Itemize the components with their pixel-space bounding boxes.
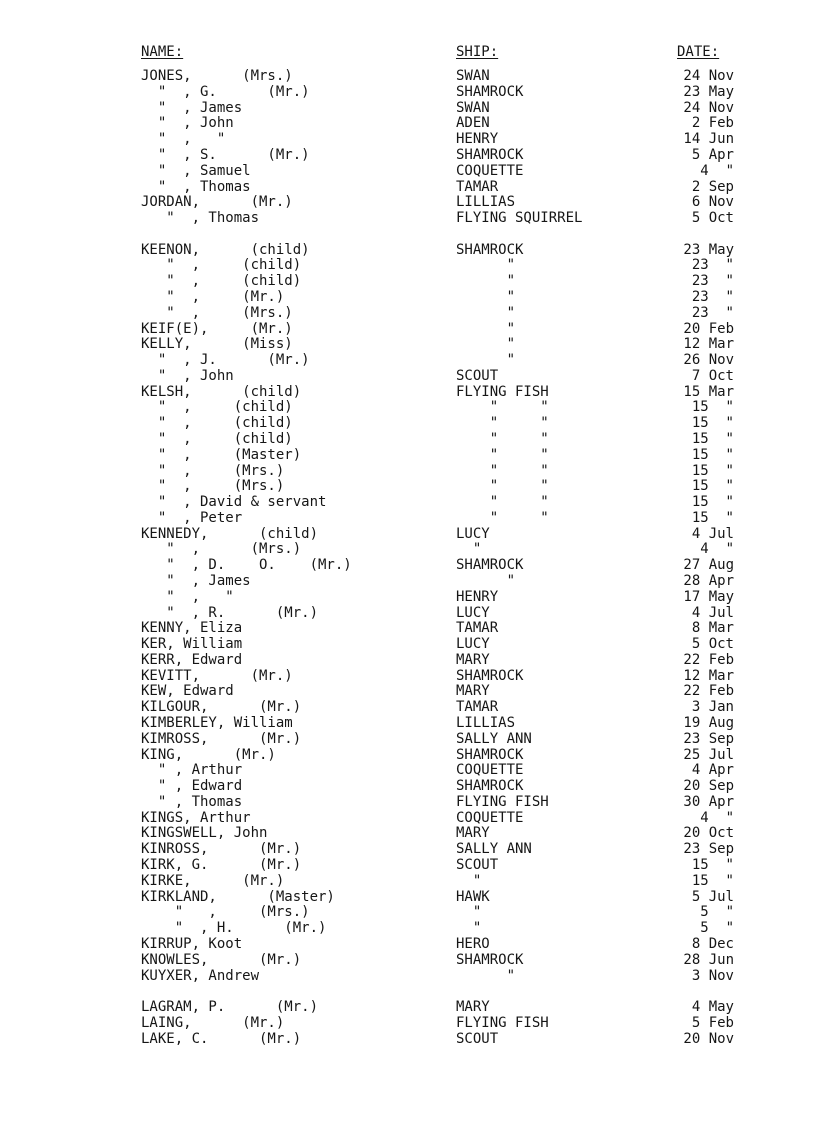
- entry-date: 23 ": [691, 288, 734, 305]
- list-item: [0, 447, 816, 463]
- list-item: [0, 952, 816, 968]
- entry-ship: ": [456, 920, 482, 937]
- entry-date: 5 Oct: [691, 636, 734, 653]
- entry-date: 27 Aug: [683, 557, 734, 574]
- entry-ship: MARY: [456, 999, 490, 1015]
- entry-name: " , H. (Mr.): [141, 920, 327, 937]
- list-item: [0, 1015, 816, 1031]
- entry-ship: SCOUT: [456, 367, 499, 384]
- entry-date: 3 Nov: [691, 967, 734, 984]
- list-item: [0, 384, 816, 400]
- entry-name: " , (Mr.): [141, 288, 285, 305]
- entry-date: 4 Jul: [691, 604, 734, 621]
- entry-date: 7 Oct: [691, 367, 734, 384]
- list-item: [0, 668, 816, 684]
- entry-name: " , Samuel: [141, 162, 251, 179]
- entry-date: 12 Mar: [683, 667, 734, 684]
- entry-ship: ": [456, 288, 516, 305]
- list-item: [0, 321, 816, 337]
- entry-date: 23 May: [683, 241, 734, 258]
- list-item: [0, 652, 816, 668]
- entry-date: 24 Nov: [683, 68, 734, 84]
- list-item: [0, 147, 816, 163]
- list-item: [0, 636, 816, 652]
- list-item: [0, 463, 816, 479]
- entry-ship: " ": [456, 399, 549, 416]
- entry-date: 20 Sep: [683, 778, 734, 795]
- entry-date: 23 Sep: [683, 841, 734, 858]
- list-item: [0, 194, 816, 210]
- entry-ship: MARY: [456, 651, 490, 668]
- list-item: [0, 747, 816, 763]
- list-item: [0, 810, 816, 826]
- entry-date: 15 ": [691, 494, 734, 511]
- entry-date: 22 Feb: [683, 683, 734, 700]
- list-item: [0, 936, 816, 952]
- entry-date: 24 Nov: [683, 99, 734, 116]
- entry-date: 2 Sep: [691, 178, 734, 195]
- entry-date: 20 Feb: [683, 320, 734, 337]
- header-name: NAME:: [141, 44, 184, 60]
- entry-date: 15 ": [691, 446, 734, 463]
- entry-date: 15 ": [691, 415, 734, 432]
- entry-date: 12 Mar: [683, 336, 734, 353]
- list-item: [0, 557, 816, 573]
- list-item: [0, 778, 816, 794]
- list-item: [0, 289, 816, 305]
- entry-date: 4 Apr: [691, 762, 734, 779]
- entry-ship: ": [456, 304, 516, 321]
- list-item: [0, 841, 816, 857]
- entry-ship: FLYING FISH: [456, 1014, 549, 1031]
- entry-date: 19 Aug: [683, 715, 734, 731]
- list-item: [0, 336, 816, 352]
- list-item: [0, 1031, 816, 1047]
- list-item: [0, 131, 816, 147]
- list-item: [0, 904, 816, 920]
- header-ship: SHIP:: [456, 44, 499, 60]
- entry-name: " , James: [141, 573, 251, 589]
- entry-name: " , ": [141, 131, 226, 148]
- entry-ship: " ": [456, 462, 549, 479]
- entry-date: 5 Jul: [691, 888, 734, 905]
- entry-date: 2 Feb: [691, 115, 734, 132]
- entry-ship: COQUETTE: [456, 809, 524, 826]
- list-item: [0, 431, 816, 447]
- entry-ship: MARY: [456, 683, 490, 700]
- list-item: [0, 273, 816, 289]
- entry-ship: " ": [456, 446, 549, 463]
- entry-date: 20 Nov: [683, 1030, 734, 1047]
- entry-date: 14 Jun: [683, 131, 734, 148]
- entry-date: 26 Nov: [683, 352, 734, 368]
- entry-date: 15 ": [691, 430, 734, 447]
- entry-name: KEENON, (child): [141, 241, 310, 258]
- list-item: [0, 573, 816, 589]
- entry-name: " , Peter: [141, 509, 243, 526]
- entry-ship: ": [456, 257, 516, 274]
- entry-ship: SALLY ANN: [456, 730, 532, 747]
- list-item: [0, 68, 816, 84]
- entry-date: 30 Apr: [683, 793, 734, 810]
- entry-name: " , Thomas: [141, 210, 260, 226]
- entry-date: 5 ": [700, 904, 734, 921]
- entry-name: KINGS, Arthur: [141, 809, 251, 826]
- entry-name: LAKE, C. (Mr.): [141, 1030, 302, 1047]
- entry-name: " , (Mrs.): [141, 904, 310, 921]
- entry-name: " , (child): [141, 399, 293, 416]
- entry-ship: SCOUT: [456, 1030, 499, 1047]
- entry-ship: TAMAR: [456, 178, 499, 195]
- entry-ship: ": [456, 967, 516, 984]
- entry-name: " , (Mrs.): [141, 304, 293, 321]
- entry-name: " , David & servant: [141, 494, 327, 511]
- entry-date: 23 Sep: [683, 730, 734, 747]
- entry-name: KINGSWELL, John: [141, 825, 268, 842]
- list-item: [0, 526, 816, 542]
- entry-name: " , R. (Mr.): [141, 604, 319, 621]
- entry-ship: SHAMROCK: [456, 951, 524, 968]
- entry-ship: LUCY: [456, 636, 490, 653]
- entry-ship: ": [456, 273, 516, 290]
- entry-name: KELSH, (child): [141, 383, 302, 400]
- entry-ship: SALLY ANN: [456, 841, 532, 858]
- entry-ship: FLYING FISH: [456, 793, 549, 810]
- entry-date: 4 ": [700, 541, 734, 558]
- entry-ship: SWAN: [456, 68, 490, 84]
- list-item: [0, 352, 816, 368]
- entry-ship: " ": [456, 478, 549, 495]
- entry-name: " , (Mrs.): [141, 478, 285, 495]
- list-item: [0, 257, 816, 273]
- entry-name: LAGRAM, P. (Mr.): [141, 999, 319, 1015]
- entry-ship: LILLIAS: [456, 715, 516, 731]
- list-item: [0, 731, 816, 747]
- entry-ship: " ": [456, 430, 549, 447]
- entry-ship: COQUETTE: [456, 162, 524, 179]
- entry-name: " , (Master): [141, 446, 302, 463]
- entry-date: 15 ": [691, 399, 734, 416]
- list-item: [0, 84, 816, 100]
- list-item: [0, 715, 816, 731]
- list-item: [0, 494, 816, 510]
- list-item: [0, 683, 816, 699]
- entry-date: 15 ": [691, 462, 734, 479]
- list-item: [0, 179, 816, 195]
- entry-ship: SHAMROCK: [456, 83, 524, 100]
- entry-name: KER, William: [141, 636, 243, 653]
- list-item: [0, 857, 816, 873]
- entry-ship: SHAMROCK: [456, 667, 524, 684]
- entry-name: " , Arthur: [141, 762, 243, 779]
- entry-ship: " ": [456, 509, 549, 526]
- entry-ship: LUCY: [456, 604, 490, 621]
- list-item: [0, 605, 816, 621]
- entry-ship: TAMAR: [456, 620, 499, 637]
- entry-date: 28 Apr: [683, 573, 734, 589]
- entry-name: KIRRUP, Koot: [141, 935, 243, 952]
- list-item: [0, 794, 816, 810]
- list-item: [0, 699, 816, 715]
- list-item: [0, 100, 816, 116]
- entry-ship: SHAMROCK: [456, 146, 524, 163]
- entry-name: KENNY, Eliza: [141, 620, 243, 637]
- entry-name: " , (child): [141, 430, 293, 447]
- entry-date: 17 May: [683, 588, 734, 605]
- entry-ship: SHAMROCK: [456, 557, 524, 574]
- entry-ship: SHAMROCK: [456, 241, 524, 258]
- list-item: [0, 620, 816, 636]
- entry-ship: COQUETTE: [456, 762, 524, 779]
- entry-name: KEVITT, (Mr.): [141, 667, 293, 684]
- entry-ship: ": [456, 352, 516, 368]
- entry-date: 22 Feb: [683, 651, 734, 668]
- entry-ship: ": [456, 573, 516, 589]
- entry-name: " , (child): [141, 273, 302, 290]
- entry-ship: LUCY: [456, 525, 490, 542]
- entry-date: 5 Oct: [691, 210, 734, 226]
- entry-ship: HAWK: [456, 888, 490, 905]
- entry-name: KINROSS, (Mr.): [141, 841, 302, 858]
- entry-ship: MARY: [456, 825, 490, 842]
- entry-ship: ": [456, 541, 482, 558]
- list-item: [0, 589, 816, 605]
- entry-date: 15 ": [691, 857, 734, 873]
- entry-date: 4 May: [691, 999, 734, 1015]
- entry-name: KIRKLAND, (Master): [141, 888, 335, 905]
- entry-date: 8 Mar: [691, 620, 734, 637]
- entry-name: KENNEDY, (child): [141, 525, 319, 542]
- list-item: [0, 541, 816, 557]
- entry-date: 5 ": [700, 920, 734, 937]
- entry-name: JORDAN, (Mr.): [141, 194, 293, 211]
- entry-name: LAING, (Mr.): [141, 1014, 285, 1031]
- entry-name: " , S. (Mr.): [141, 146, 310, 163]
- entry-date: 4 Jul: [691, 525, 734, 542]
- entry-name: " , John: [141, 367, 234, 384]
- list-item: [0, 399, 816, 415]
- list-item: [0, 305, 816, 321]
- header-date: DATE:: [677, 44, 720, 60]
- entry-date: 15 ": [691, 872, 734, 889]
- entry-name: KIMBERLEY, William: [141, 715, 293, 731]
- list-item: [0, 210, 816, 226]
- list-item: [0, 762, 816, 778]
- entry-name: KUYXER, Andrew: [141, 967, 260, 984]
- entry-name: KELLY, (Miss): [141, 336, 293, 353]
- entry-name: " , Thomas: [141, 178, 251, 195]
- entry-name: " , G. (Mr.): [141, 83, 310, 100]
- entry-ship: HENRY: [456, 588, 499, 605]
- entry-name: " , (child): [141, 415, 293, 432]
- entry-name: KEIF(E), (Mr.): [141, 320, 293, 337]
- entry-name: KIRKE, (Mr.): [141, 872, 285, 889]
- entry-date: 3 Jan: [691, 699, 734, 716]
- entry-ship: TAMAR: [456, 699, 499, 716]
- entry-name: " , James: [141, 99, 243, 116]
- entry-name: KNOWLES, (Mr.): [141, 951, 302, 968]
- entry-date: 4 ": [700, 162, 734, 179]
- entry-ship: SHAMROCK: [456, 746, 524, 763]
- list-item: [0, 163, 816, 179]
- entry-date: 4 ": [700, 809, 734, 826]
- list-item: [0, 415, 816, 431]
- entry-ship: SHAMROCK: [456, 778, 524, 795]
- entry-ship: ": [456, 320, 516, 337]
- entry-date: 5 Feb: [691, 1014, 734, 1031]
- entry-name: KING, (Mr.): [141, 746, 276, 763]
- list-item: [0, 368, 816, 384]
- entry-ship: FLYING FISH: [456, 383, 549, 400]
- entry-date: 23 May: [683, 83, 734, 100]
- entry-ship: ": [456, 904, 482, 921]
- list-item: [0, 242, 816, 258]
- entry-ship: SWAN: [456, 99, 490, 116]
- entry-ship: HENRY: [456, 131, 499, 148]
- entry-name: " , ": [141, 588, 234, 605]
- entry-name: " , (Mrs.): [141, 541, 302, 558]
- entry-name: " , D. O. (Mr.): [141, 557, 352, 574]
- list-item: [0, 999, 816, 1015]
- entry-name: " , Thomas: [141, 793, 243, 810]
- entry-date: 28 Jun: [683, 951, 734, 968]
- list-item: [0, 920, 816, 936]
- entry-date: 20 Oct: [683, 825, 734, 842]
- entry-date: 23 ": [691, 257, 734, 274]
- entry-ship: LILLIAS: [456, 194, 516, 211]
- entry-date: 23 ": [691, 304, 734, 321]
- entry-ship: ADEN: [456, 115, 490, 132]
- list-item: [0, 478, 816, 494]
- entry-ship: " ": [456, 415, 549, 432]
- entry-date: 6 Nov: [691, 194, 734, 211]
- entry-name: KIMROSS, (Mr.): [141, 730, 302, 747]
- entry-date: 23 ": [691, 273, 734, 290]
- entry-name: KERR, Edward: [141, 651, 243, 668]
- list-item: [0, 825, 816, 841]
- entry-date: 25 Jul: [683, 746, 734, 763]
- entry-date: 15 ": [691, 478, 734, 495]
- entry-name: KIRK, G. (Mr.): [141, 857, 302, 873]
- entry-name: KILGOUR, (Mr.): [141, 699, 302, 716]
- entry-ship: HERO: [456, 935, 490, 952]
- entry-date: 15 Mar: [683, 383, 734, 400]
- list-item: [0, 873, 816, 889]
- entry-date: 15 ": [691, 509, 734, 526]
- list-item: [0, 889, 816, 905]
- entry-ship: ": [456, 336, 516, 353]
- list-item: [0, 115, 816, 131]
- entry-name: KEW, Edward: [141, 683, 234, 700]
- entry-ship: SCOUT: [456, 857, 499, 873]
- entry-name: " , (child): [141, 257, 302, 274]
- entry-name: " , J. (Mr.): [141, 352, 310, 368]
- entry-name: " , Edward: [141, 778, 243, 795]
- entry-date: 8 Dec: [691, 935, 734, 952]
- entry-name: JONES, (Mrs.): [141, 68, 293, 84]
- entry-name: " , John: [141, 115, 234, 132]
- entry-name: " , (Mrs.): [141, 462, 285, 479]
- list-item: [0, 510, 816, 526]
- entry-date: 5 Apr: [691, 146, 734, 163]
- entry-ship: " ": [456, 494, 549, 511]
- entry-ship: FLYING SQUIRREL: [456, 210, 583, 226]
- entry-ship: ": [456, 872, 482, 889]
- list-item: [0, 968, 816, 984]
